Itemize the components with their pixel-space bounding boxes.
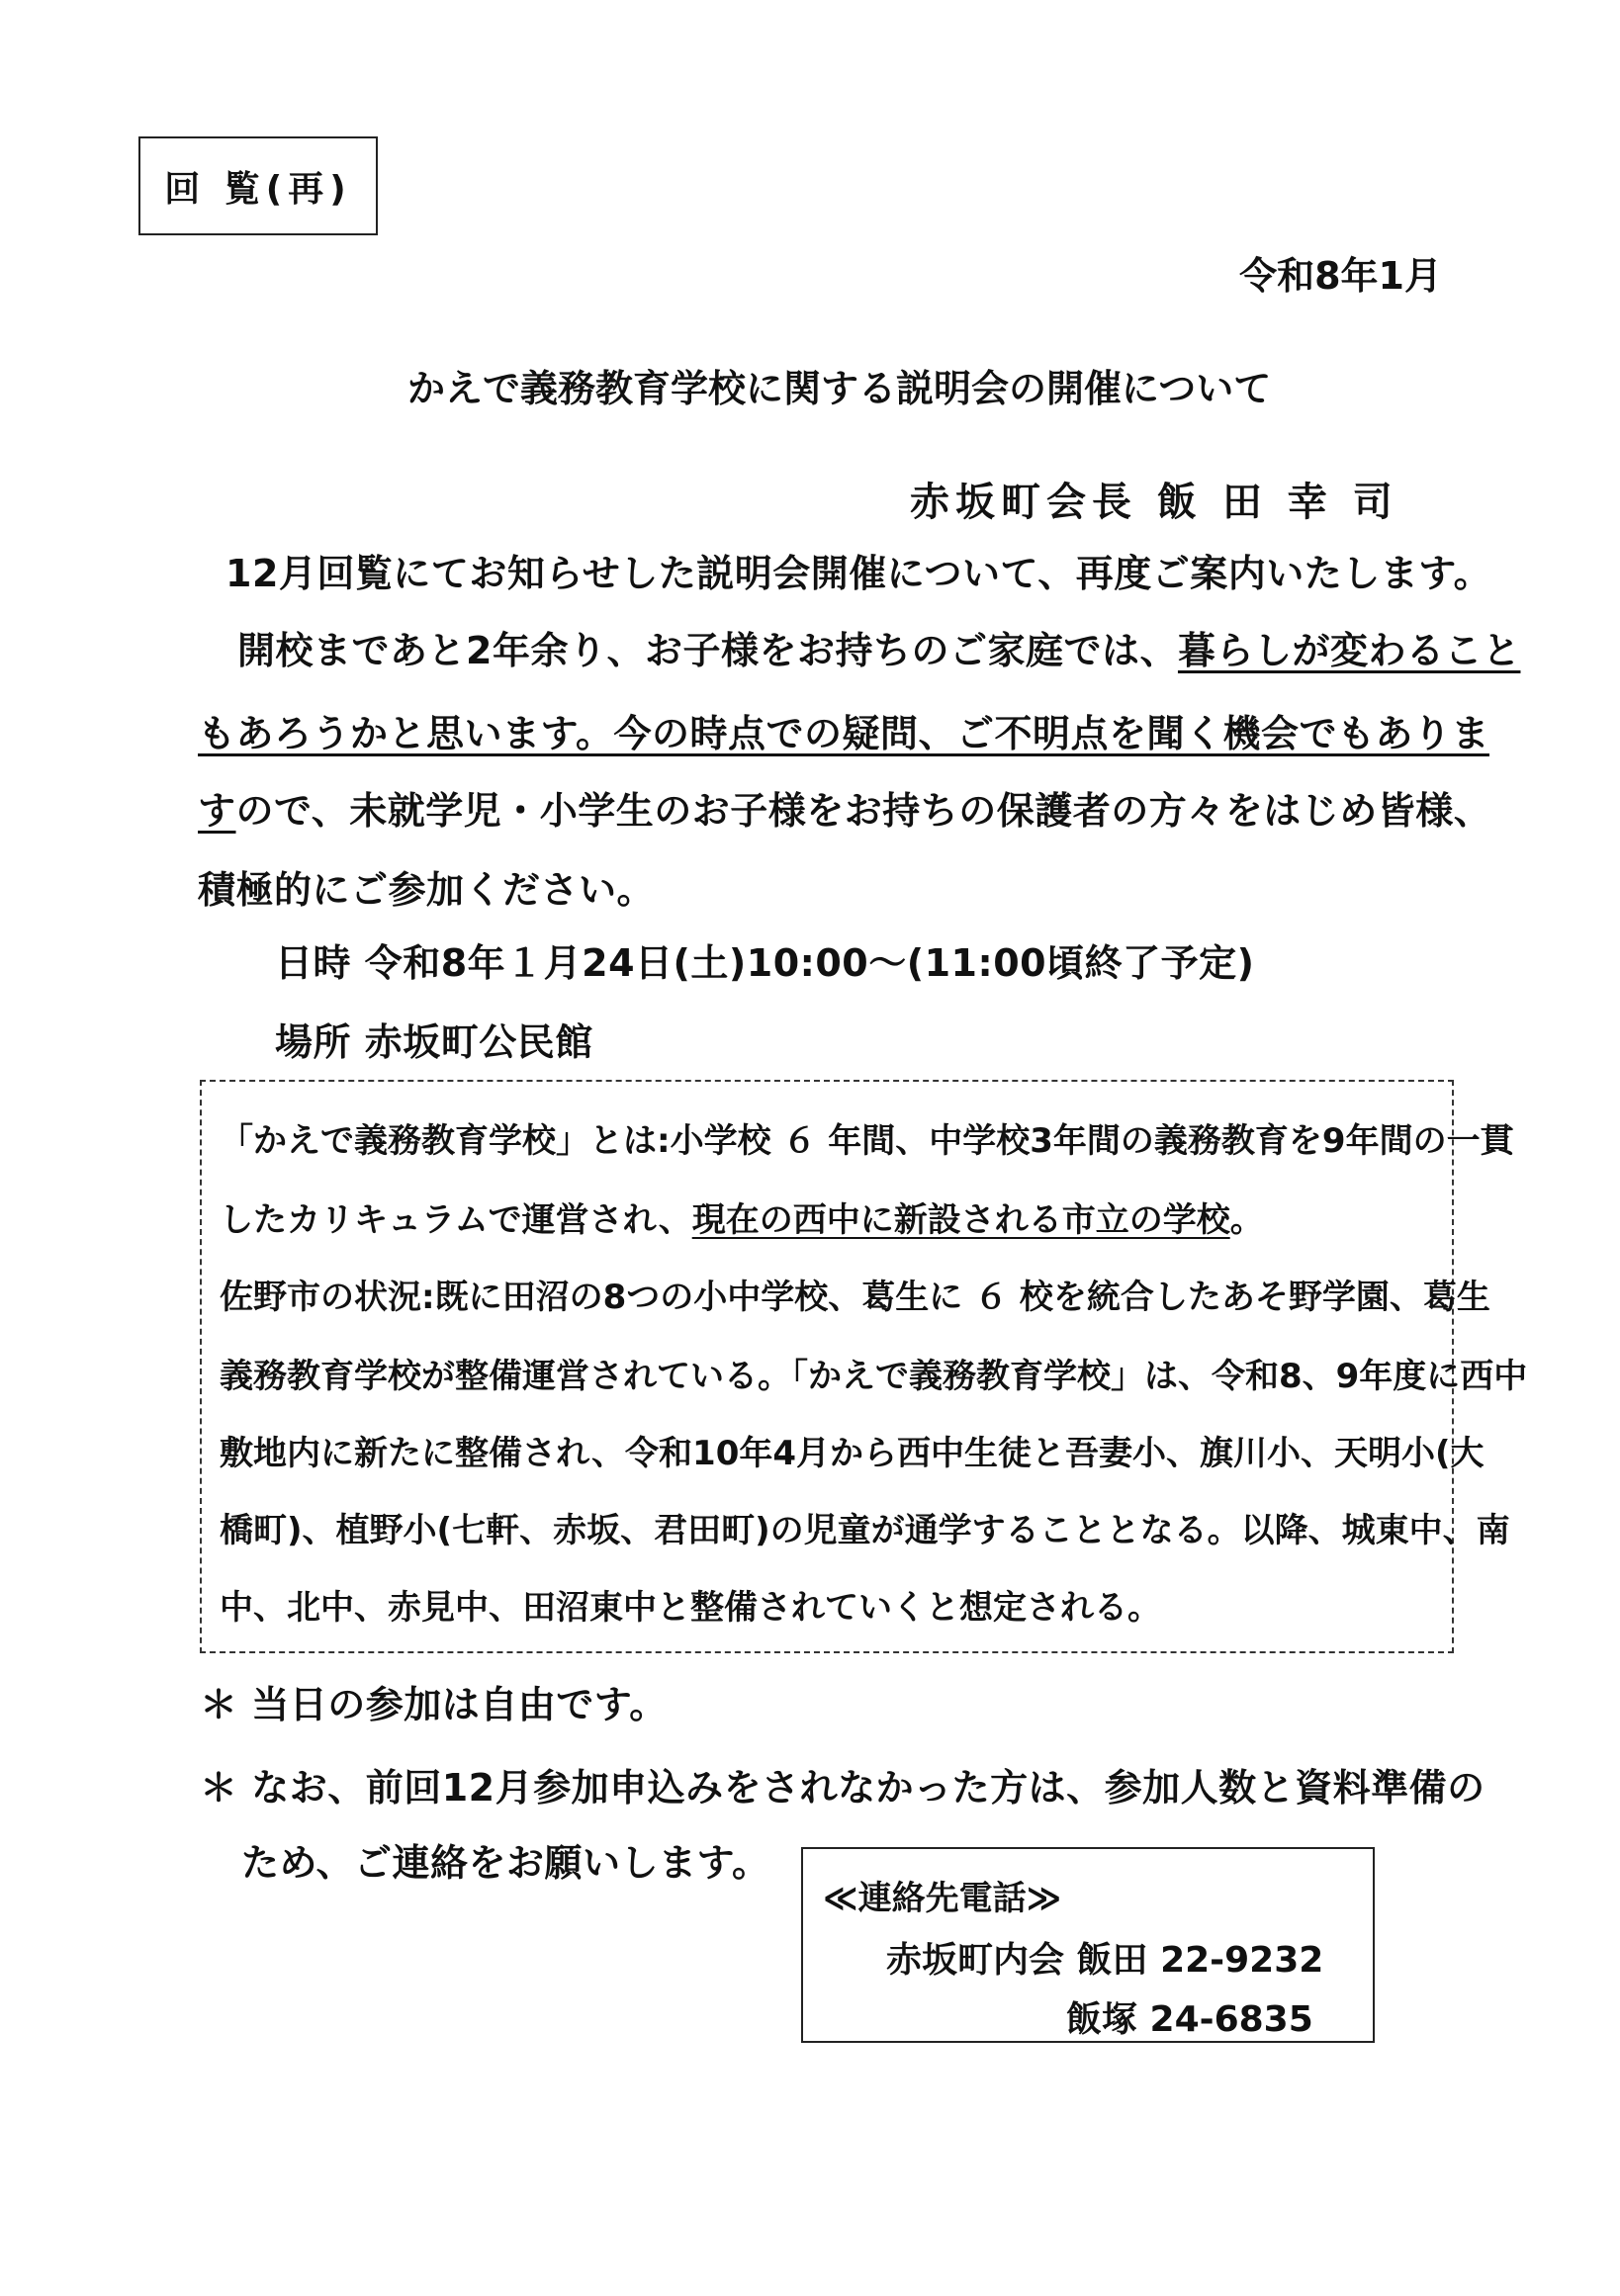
underlined-text: 暮らしが変わること <box>1177 629 1521 672</box>
intro-paragraph: 12月回覧にてお知らせした説明会開催について、再度ご案内いたします。 <box>225 552 1492 595</box>
paragraph-line <box>237 627 1520 674</box>
author-line: 赤坂町会長 飯 田 幸 司 <box>910 480 1398 525</box>
info-line: 「かえで義務教育学校」とは:小学校 ６ 年間、中学校3年間の義務教育を9年間の一貫 <box>220 1121 1514 1161</box>
info-line: 橋町)、植野小(七軒、赤坂、君田町)の児童が通学することとなる。以降、城東中、南 <box>220 1511 1510 1550</box>
note-contact-request-cont: ため、ご連絡をお願いします。 <box>241 1841 770 1885</box>
info-text: 。 <box>1229 1200 1264 1240</box>
underlined-text: 現在の西中に新設される市立の学校 <box>691 1200 1230 1240</box>
underlined-text: もあろうかと思います。今の時点での疑問、ご不明点を聞く機会でもありま <box>198 712 1489 755</box>
info-line: 敷地内に新たに整備され、令和10年4月から西中生徒と吾妻小、旗川小、天明小(大 <box>220 1434 1485 1473</box>
contact-phone-1: 赤坂町内会 飯田 22-9232 <box>886 1940 1324 1981</box>
paragraph-text: 開校まであと2年余り、お子様をお持ちのご家庭では、 <box>237 629 1178 672</box>
document-date: 令和8年1月 <box>1239 254 1442 298</box>
document-title: かえで義務教育学校に関する説明会の開催について <box>407 367 1272 410</box>
info-line: 佐野市の状況:既に田沼の8つの小中学校、葛生に ６ 校を統合したあそ野学園、葛生 <box>220 1278 1490 1317</box>
paragraph-line <box>198 787 1491 835</box>
info-line: 義務教育学校が整備運営されている。「かえで義務教育学校」は、令和8、9年度に西中 <box>220 1357 1528 1396</box>
paragraph-line <box>198 710 1489 757</box>
contact-title: ≪連絡先電話≫ <box>823 1879 1062 1918</box>
circular-label-box <box>138 136 378 235</box>
contact-phone-2: 飯塚 24-6835 <box>1066 1999 1313 2040</box>
note-free-participation: ＊ 当日の参加は自由です。 <box>200 1683 668 1726</box>
underlined-text: す <box>198 789 236 833</box>
info-text: したカリキュラムで運営され、 <box>220 1200 692 1240</box>
event-datetime: 日時 令和8年１月24日(土)10:00～(11:00頃終了予定) <box>275 941 1255 985</box>
event-location: 場所 赤坂町公民館 <box>275 1020 593 1064</box>
circular-label: 回 覧(再) <box>164 168 352 210</box>
paragraph-line: 積極的にご参加ください。 <box>198 868 656 912</box>
note-contact-request: ＊ なお、前回12月参加申込みをされなかった方は、参加人数と資料準備の <box>200 1766 1485 1810</box>
info-line: 中、北中、赤見中、田沼東中と整備されていくと想定される。 <box>220 1588 1161 1628</box>
info-line <box>220 1198 1264 1242</box>
paragraph-text: ので、未就学児・小学生のお子様をお持ちの保護者の方々をはじめ皆様、 <box>235 789 1492 833</box>
